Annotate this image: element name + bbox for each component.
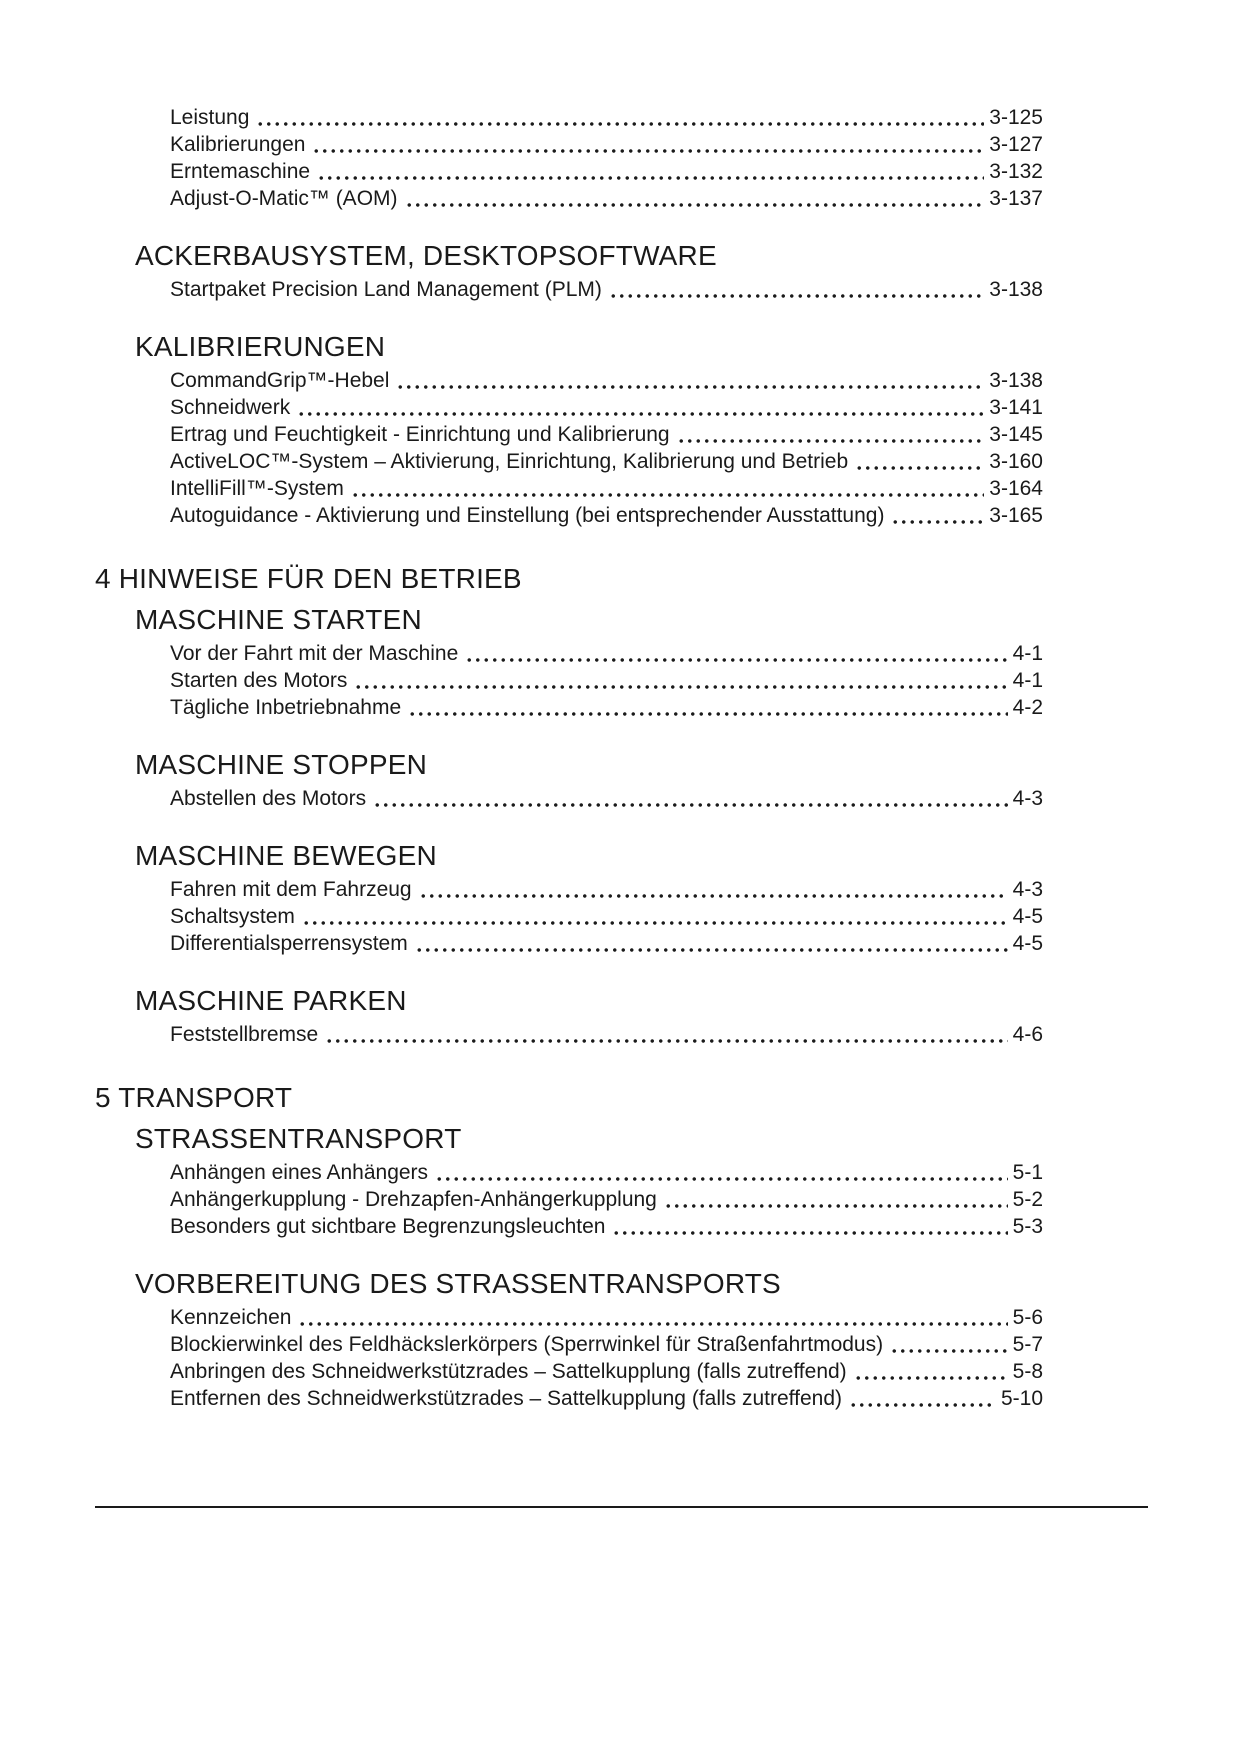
toc-entry-title: Adjust-O-Matic™ (AOM) xyxy=(170,187,398,210)
dot-leader xyxy=(855,466,984,470)
section-heading: VORBEREITUNG DES STRASSENTRANSPORTS xyxy=(135,1268,781,1299)
toc-entry xyxy=(95,158,1043,185)
toc-list xyxy=(95,104,1043,1412)
dot-leader xyxy=(408,712,1007,716)
toc-entry-page-number: 4-2 xyxy=(1012,696,1043,719)
toc-entry-page-number: 4-6 xyxy=(1012,1023,1043,1046)
toc-entry-page-number: 3-145 xyxy=(989,423,1043,446)
dot-leader xyxy=(415,948,1008,952)
toc-entry xyxy=(95,1358,1043,1385)
toc-entry-page-number: 5-10 xyxy=(1000,1387,1043,1410)
toc-entry-page-number: 3-160 xyxy=(989,450,1043,473)
toc-entry-page-number: 3-138 xyxy=(989,369,1043,392)
toc-entry-title: Anhängerkupplung - Drehzapfen-Anhängerkupplung xyxy=(170,1188,657,1211)
toc-entry-title: Startpaket Precision Land Management (PLM) xyxy=(170,278,602,301)
toc-entry-page-number: 3-127 xyxy=(989,133,1043,156)
toc-entry-page-number: 4-5 xyxy=(1012,932,1043,955)
dot-leader xyxy=(854,1376,1008,1380)
toc-entry xyxy=(95,394,1043,421)
toc-entry xyxy=(95,785,1043,812)
toc-entry-title: Vor der Fahrt mit der Maschine xyxy=(170,642,459,665)
toc-entry-page-number: 4-1 xyxy=(1012,642,1043,665)
toc-entry xyxy=(95,1021,1043,1048)
dot-leader xyxy=(312,149,984,153)
toc-entry-page-number: 4-3 xyxy=(1012,878,1043,901)
toc-entry xyxy=(95,421,1043,448)
toc-entry xyxy=(95,667,1043,694)
toc-entry xyxy=(95,1186,1043,1213)
toc-entry-title: Anbringen des Schneidwerkstützrades – Sattelkupplung (falls zutreffend) xyxy=(170,1360,847,1383)
dot-leader xyxy=(849,1403,996,1407)
toc-entry-title: Leistung xyxy=(170,106,250,129)
toc-entry-title: Ertrag und Feuchtigkeit - Einrichtung und Kalibrierung xyxy=(170,423,670,446)
toc-entry-title: Schaltsystem xyxy=(170,905,295,928)
toc-entry xyxy=(95,640,1043,667)
toc-entry-title: Differentialsperrensystem xyxy=(170,932,408,955)
dot-leader xyxy=(664,1204,1008,1208)
toc-entry-page-number: 3-137 xyxy=(989,187,1043,210)
toc-entry-page-number: 3-141 xyxy=(989,396,1043,419)
dot-leader xyxy=(302,921,1008,925)
toc-entry-page-number: 4-3 xyxy=(1012,787,1043,810)
dot-leader xyxy=(354,685,1007,689)
dot-leader xyxy=(317,176,984,180)
footer-rule xyxy=(95,1506,1148,1508)
toc-entry xyxy=(95,276,1043,303)
toc-entry-title: Kennzeichen xyxy=(170,1306,292,1329)
section-heading: MASCHINE STARTEN xyxy=(135,604,422,635)
toc-entry-page-number: 5-3 xyxy=(1012,1215,1043,1238)
dot-leader xyxy=(609,294,984,298)
toc-entry-title: Kalibrierungen xyxy=(170,133,306,156)
toc-entry-page-number: 5-1 xyxy=(1012,1161,1043,1184)
toc-entry xyxy=(95,1304,1043,1331)
dot-leader xyxy=(891,520,984,524)
section-heading: STRASSENTRANSPORT xyxy=(135,1123,462,1154)
section-heading: MASCHINE STOPPEN xyxy=(135,749,428,780)
dot-leader xyxy=(435,1177,1008,1181)
toc-entry-page-number: 3-132 xyxy=(989,160,1043,183)
dot-leader xyxy=(465,658,1007,662)
toc-entry-page-number: 3-164 xyxy=(989,477,1043,500)
section-heading: MASCHINE PARKEN xyxy=(135,985,407,1016)
toc-entry xyxy=(95,185,1043,212)
toc-entry-title: Entfernen des Schneidwerkstützrades – Sattelkupplung (falls zutreffend) xyxy=(170,1387,842,1410)
dot-leader xyxy=(677,439,985,443)
toc-entry-title: Schneidwerk xyxy=(170,396,291,419)
toc-entry xyxy=(95,1159,1043,1186)
toc-entry-title: Erntemaschine xyxy=(170,160,311,183)
toc-entry-title: Besonders gut sichtbare Begrenzungsleuchten xyxy=(170,1215,606,1238)
toc-entry-title: Starten des Motors xyxy=(170,669,348,692)
toc-entry xyxy=(95,367,1043,394)
toc-entry-title: CommandGrip™-Hebel xyxy=(170,369,390,392)
section-heading: ACKERBAUSYSTEM, DESKTOPSOFTWARE xyxy=(135,240,717,271)
toc-entry xyxy=(95,1213,1043,1240)
toc-entry-title: Blockierwinkel des Feldhäckslerkörpers (Sperrwinkel für Straßenfahrtmodus) xyxy=(170,1333,884,1356)
toc-entry xyxy=(95,475,1043,502)
toc-entry-title: Feststellbremse xyxy=(170,1023,319,1046)
chapter-heading: 4 HINWEISE FÜR DEN BETRIEB xyxy=(95,563,522,594)
dot-leader xyxy=(890,1349,1008,1353)
toc-entry xyxy=(95,1331,1043,1358)
toc-entry xyxy=(95,1385,1043,1412)
dot-leader xyxy=(612,1231,1007,1235)
toc-entry-page-number: 5-6 xyxy=(1012,1306,1043,1329)
toc-entry xyxy=(95,930,1043,957)
section-heading: MASCHINE BEWEGEN xyxy=(135,840,437,871)
toc-entry xyxy=(95,876,1043,903)
toc-entry xyxy=(95,131,1043,158)
toc-entry xyxy=(95,903,1043,930)
toc-entry-page-number: 3-165 xyxy=(989,504,1043,527)
toc-entry-page-number: 5-7 xyxy=(1012,1333,1043,1356)
toc-entry xyxy=(95,502,1043,529)
section-heading: KALIBRIERUNGEN xyxy=(135,331,386,362)
dot-leader xyxy=(396,385,984,389)
toc-entry-title: Abstellen des Motors xyxy=(170,787,367,810)
toc-entry-page-number: 4-1 xyxy=(1012,669,1043,692)
dot-leader xyxy=(351,493,984,497)
toc-entry-title: Tägliche Inbetriebnahme xyxy=(170,696,402,719)
toc-entry-page-number: 5-2 xyxy=(1012,1188,1043,1211)
dot-leader xyxy=(373,803,1008,807)
toc-entry-title: Fahren mit dem Fahrzeug xyxy=(170,878,412,901)
dot-leader xyxy=(297,412,984,416)
toc-entry-page-number: 3-125 xyxy=(989,106,1043,129)
dot-leader xyxy=(256,122,984,126)
toc-entry-title: IntelliFill™-System xyxy=(170,477,344,500)
toc-entry xyxy=(95,448,1043,475)
chapter-heading: 5 TRANSPORT xyxy=(95,1082,293,1113)
toc-entry-title: Autoguidance - Aktivierung und Einstellung (bei entsprechender Ausstattung) xyxy=(170,504,885,527)
toc-entry-title: ActiveLOC™-System – Aktivierung, Einrichtung, Kalibrierung und Betrieb xyxy=(170,450,849,473)
toc-entry xyxy=(95,104,1043,131)
toc-entry-page-number: 5-8 xyxy=(1012,1360,1043,1383)
toc-entry-page-number: 4-5 xyxy=(1012,905,1043,928)
toc-entry xyxy=(95,694,1043,721)
toc-entry-title: Anhängen eines Anhängers xyxy=(170,1161,429,1184)
dot-leader xyxy=(298,1322,1007,1326)
dot-leader xyxy=(419,894,1008,898)
dot-leader xyxy=(405,203,985,207)
dot-leader xyxy=(325,1039,1007,1043)
toc-entry-page-number: 3-138 xyxy=(989,278,1043,301)
